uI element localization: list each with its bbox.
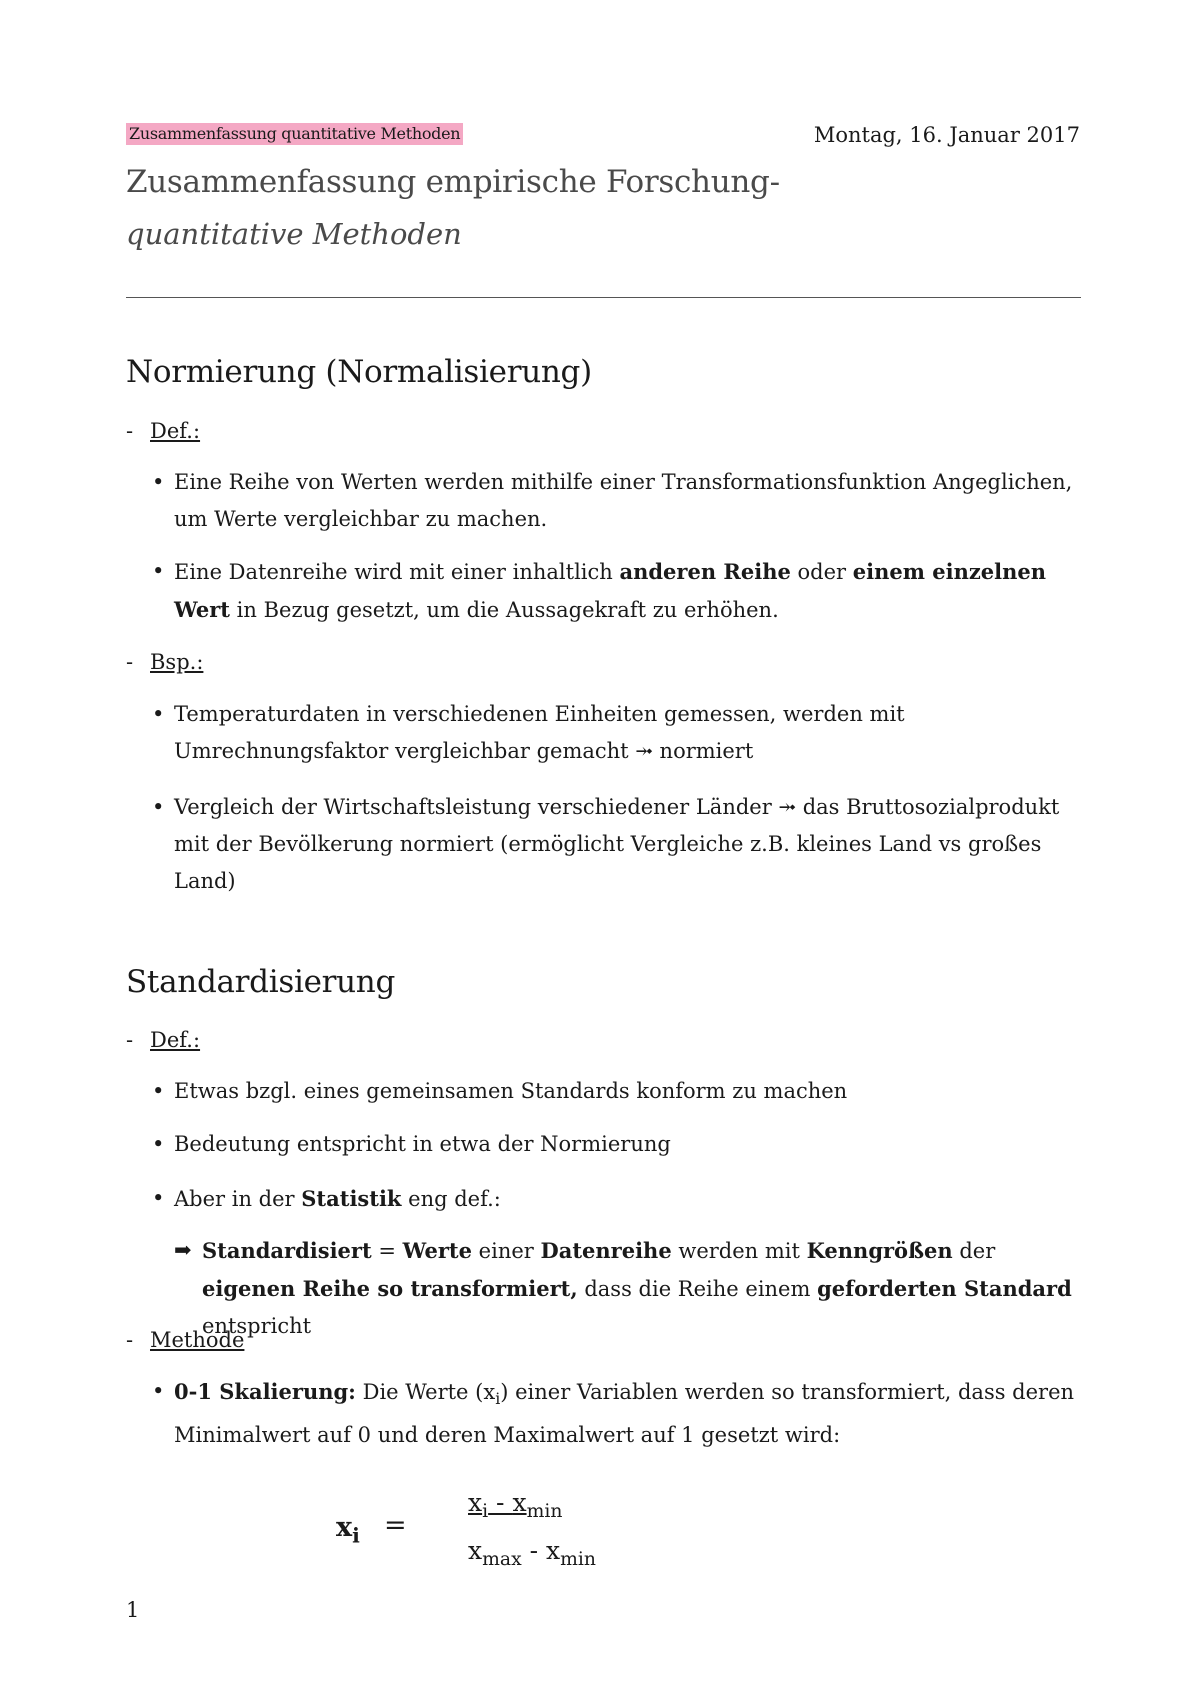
formula-subscript: i [482,1501,489,1522]
formula-operator: - [488,1488,513,1517]
document-title: Zusammenfassung empirische Forschung- [126,164,780,200]
text-fragment: einer [472,1239,541,1263]
bullet-text: Vergleich der Wirtschaftsleistung verschiedener Länder ⤞ das Bruttosozialprodukt mit der Bevölkerung normiert (ermöglicht Vergleiche z.B. kleines Land vs großes Land) [174,795,1060,893]
formula-equals: = [384,1510,407,1541]
bullet-text [152,1180,1082,1218]
page-number: 1 [126,1598,140,1622]
formula-subscript: max [482,1549,522,1570]
bold-fragment: anderen Reihe [619,559,791,584]
normierung-def-label: Def.: [150,419,201,443]
dash-marker: - [126,650,134,674]
bullet-dot: • [152,1132,165,1156]
text-fragment: werden mit [671,1239,807,1263]
formula-operator: - [521,1536,546,1565]
normierung-def-item [126,417,200,445]
text-fragment: dass die Reihe einem [577,1277,818,1301]
header-date: Montag, 16. Januar 2017 [813,123,1080,147]
bold-fragment: Werte [402,1238,472,1263]
standard-def-bullet-3 [152,1180,1082,1218]
text-fragment: eng def.: [401,1187,501,1211]
bullet-dot: • [152,1379,165,1403]
standard-def-item [126,1026,200,1054]
normierung-bsp-label: Bsp.: [150,650,204,674]
text-fragment: oder [790,560,853,584]
bullet-text: Eine Reihe von Werten werden mithilfe einer Transformationsfunktion Angeglichen, um Werte vergleichbar zu machen. [174,470,1073,531]
normierung-bsp-bullet-1 [152,696,1082,770]
formula-var: x [546,1536,561,1565]
header-tag: Zusammenfassung quantitative Methoden [126,123,463,145]
standard-methode-label: Methode [150,1328,245,1352]
text-fragment: ) einer Variablen werden so transformiert, dass deren Minimalwert auf 0 und deren Maximalwert auf 1 gesetzt wird: [174,1380,1075,1448]
text-fragment: entspricht [202,1314,312,1338]
standard-definition-arrow [174,1232,1084,1345]
formula-var: x [468,1488,483,1517]
title-divider [126,297,1081,298]
formula-denominator [468,1536,596,1570]
text-fragment: Aber in der [174,1187,302,1211]
bullet-dot: • [152,795,165,819]
formula-subscript: i [352,1523,360,1548]
standard-def-bullet-1 [152,1073,1082,1110]
text-fragment: der [952,1239,996,1263]
bullet-dot: • [152,702,165,726]
text-fragment: Die Werte (x [355,1380,496,1404]
bold-fragment: Standardisiert [202,1238,372,1263]
normierung-def-bullet-2 [152,553,1082,629]
bullet-text: Etwas bzgl. eines gemeinsamen Standards konform zu machen [174,1079,848,1103]
bullet-text [152,553,1082,629]
arrow-text [174,1232,1084,1345]
text-fragment: in Bezug gesetzt, um die Aussagekraft zu erhöhen. [230,598,779,622]
bullet-text: Temperaturdaten in verschiedenen Einheiten gemessen, werden mit Umrechnungsfaktor vergleichbar gemacht ⤞ normiert [174,702,905,763]
dash-marker: - [126,1328,134,1352]
formula-numerator [468,1488,562,1522]
formula-var: x [336,1512,353,1543]
formula-lhs [336,1512,360,1547]
dash-marker: - [126,1028,134,1052]
heading-normierung: Normierung (Normalisierung) [126,354,592,390]
subscript: i [495,1389,501,1409]
formula-var: x [512,1488,527,1517]
bold-fragment: einem einzelnen Wert [174,559,1046,622]
standard-def-bullet-2 [152,1126,1082,1163]
bold-fragment: Statistik [301,1186,402,1211]
standard-methode-item [126,1326,244,1354]
text-fragment: Eine Datenreihe wird mit einer inhaltlich [174,560,620,584]
document-subtitle: quantitative Methoden [126,217,462,251]
formula-subscript: min [560,1549,596,1570]
formula-var: x [468,1536,483,1565]
scaling-formula [336,1488,736,1588]
standard-def-label: Def.: [150,1028,201,1052]
bullet-dot: • [152,559,165,583]
bold-fragment: Kenngrößen [806,1238,953,1263]
heading-standardisierung: Standardisierung [126,964,396,1000]
bullet-dot: • [152,470,165,494]
bullet-dot: • [152,1079,165,1103]
right-arrow-icon: ➡ [174,1238,192,1262]
normierung-def-bullet-1 [152,464,1082,538]
formula-subscript: min [526,1501,563,1522]
text-fragment: = [371,1239,403,1263]
bold-fragment: geforderten Standard [817,1276,1072,1301]
bullet-dot: • [152,1186,165,1210]
bullet-text [152,1373,1082,1454]
normierung-bsp-item [126,648,203,676]
standard-methode-bullet [152,1373,1082,1454]
bullet-text: Bedeutung entspricht in etwa der Normierung [174,1132,671,1156]
bold-fragment: Datenreihe [540,1238,672,1263]
bold-fragment: 0-1 Skalierung: [174,1379,356,1404]
bold-fragment: eigenen Reihe so transformiert, [202,1276,578,1301]
normierung-bsp-bullet-2 [152,789,1082,900]
dash-marker: - [126,419,134,443]
